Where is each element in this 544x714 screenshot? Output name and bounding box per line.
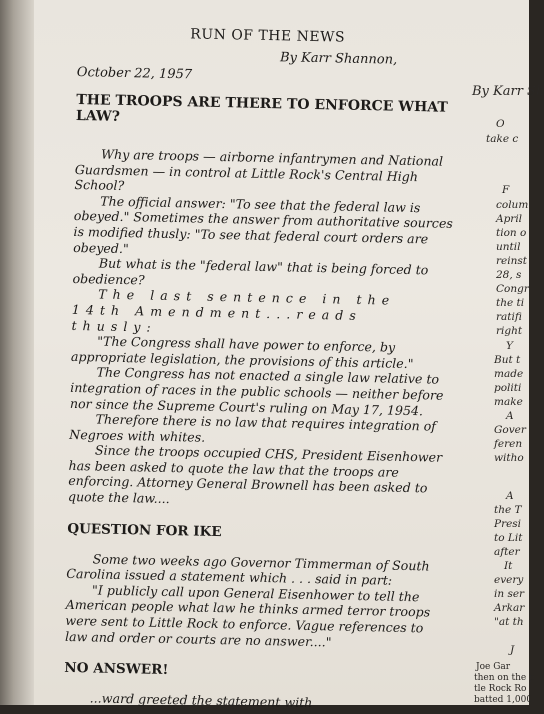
book-gutter	[0, 0, 34, 705]
right-fragment: Arkar	[494, 602, 525, 614]
right-fragment: right	[496, 325, 523, 337]
right-fragment: witho	[494, 452, 524, 464]
section-title: QUESTION FOR IKE	[67, 520, 222, 540]
paragraph: "The Congress shall have power to enforce, by appropriate legislation, the provisions of this article."	[70, 333, 414, 371]
right-fragment: "at th	[494, 616, 524, 628]
paragraph: Some two weeks ago Governor Timmerman of South Carolina issued a statement which . . . said in part:	[66, 551, 430, 588]
paragraph: Why are troops — airborne infantrymen and National Guardsmen — in control at Little Rock's Central High School?	[74, 146, 444, 194]
right-fragment: in ser	[494, 588, 525, 600]
paragraph: The Congress has not enacted a single law relative to integration of races in the public schools — neither before nor since the Supreme Court's ruling on May 17, 1954.	[69, 364, 444, 418]
right-fragment: F	[502, 184, 510, 196]
right-fragment: the ti	[496, 297, 525, 309]
right-fragment: But t	[494, 354, 521, 366]
right-fragment: tle Rock Ro	[474, 684, 527, 694]
right-fragment: until	[496, 241, 521, 253]
right-fragment: Congr	[496, 283, 529, 295]
paragraph: The last sentence in the 14th Amendment...reads thusly:	[71, 286, 396, 335]
right-fragment: By Karr Sh	[472, 84, 544, 99]
right-column-fragments	[466, 0, 544, 705]
right-fragment: make	[494, 396, 523, 408]
paragraph: "I publicly call upon General Eisenhower to tell the American people what law he thinks armed terror troops were sent to Little Rock to enforce. Vague references to law and order or courts are no answer...."	[64, 582, 431, 650]
right-fragment: after	[494, 546, 520, 558]
right-fragment: It	[504, 560, 513, 572]
paragraph: The official answer: "To see that the federal law is obeyed." Sometimes the answer from authoritative sources is modified thusly: "To see that federal court orders are obeyed."	[73, 193, 453, 256]
right-fragment: A	[506, 410, 514, 422]
right-fragment: Gover	[494, 424, 526, 436]
right-fragment: April	[496, 213, 523, 225]
right-fragment: to Lit	[494, 532, 523, 544]
right-fragment: feren	[494, 438, 523, 450]
paragraph: Therefore there is no law that requires integration of Negroes with whites.	[69, 411, 437, 445]
date-line: October 22, 1957	[76, 64, 193, 83]
right-fragment: colum	[496, 199, 529, 211]
right-fragment: Joe Gar	[476, 662, 511, 672]
main-column	[64, 18, 458, 714]
right-fragment: the T	[494, 504, 522, 516]
right-fragment: tion o	[496, 227, 527, 239]
paragraph: Since the troops occupied CHS, President Eisenhower has been asked to quote the law that the troops are enforcing. Attorney General Brownell has been asked to quote the law....	[67, 442, 443, 507]
right-fragment: 28, s	[496, 269, 522, 281]
right-fragment: made	[494, 368, 524, 380]
right-fragment: take c	[486, 133, 519, 145]
right-fragment: ratifi	[496, 311, 522, 323]
right-fragment: reinst	[496, 255, 527, 267]
column-heading: RUN OF THE NEWS	[190, 26, 346, 46]
right-fragment: every	[494, 574, 524, 586]
right-fragment: O	[496, 118, 505, 130]
right-fragment: then on the p	[474, 673, 535, 683]
article-title: THE TROOPS ARE THERE TO ENFORCE WHAT LAW?	[75, 91, 448, 125]
right-fragment: politi	[494, 382, 522, 394]
right-fragment: J	[510, 644, 515, 656]
paragraph: ...ward greeted the statement with	[89, 690, 313, 711]
byline: By Karr Shannon,	[279, 50, 398, 68]
right-fragment: Y	[506, 340, 513, 352]
right-fragment: batted 1,000.	[474, 695, 535, 705]
right-fragment: A	[506, 490, 514, 502]
section-title: NO ANSWER!	[64, 660, 169, 679]
right-fragment: Presi	[494, 518, 522, 530]
paragraph: But what is the "federal law" that is being forced to obedience?	[72, 255, 429, 288]
